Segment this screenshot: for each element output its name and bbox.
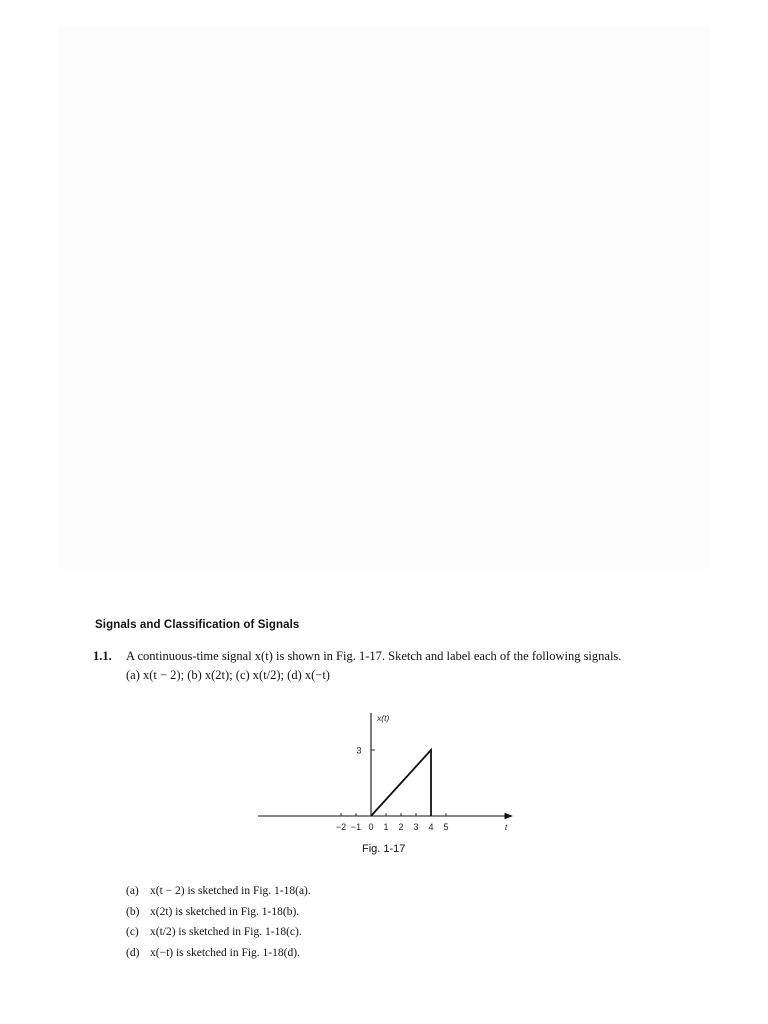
problem-statement-line <box>93 647 693 666</box>
solution-item <box>126 943 311 964</box>
x-tick-label: 5 <box>443 822 449 832</box>
x-tick-label: −1 <box>350 822 362 832</box>
solution-label: (b) <box>126 905 140 918</box>
x-tick-label: 4 <box>428 822 434 832</box>
blank-region <box>58 26 710 570</box>
solution-item <box>126 902 311 923</box>
figure-caption: Fig. 1-17 <box>362 843 406 855</box>
signal-line <box>371 750 431 816</box>
signal-plot <box>250 705 520 845</box>
solution-text: x(t − 2) is sketched in Fig. 1-18(a). <box>150 885 311 897</box>
x-tick-label: 0 <box>368 822 374 832</box>
section-heading: Signals and Classification of Signals <box>95 619 300 631</box>
y-tick-label: 3 <box>356 745 362 756</box>
x-tick-label: −2 <box>335 822 347 832</box>
solution-label: (a) <box>126 885 139 897</box>
problem-number: 1.1. <box>93 649 112 663</box>
solution-text: x(−t) is sketched in Fig. 1-18(d). <box>150 946 300 959</box>
problem-parts: (a) x(t − 2); (b) x(2t); (c) x(t/2); (d) x(−t) <box>126 668 330 682</box>
x-axis-label: t <box>504 822 508 832</box>
problem-1-1 <box>93 647 693 685</box>
problem-statement: A continuous-time signal x(t) is shown in Fig. 1-17. Sketch and label each of the following signals. <box>126 649 622 663</box>
solution-label: (c) <box>126 926 139 938</box>
solution-text: x(2t) is sketched in Fig. 1-18(b). <box>150 905 300 918</box>
figure-1-17 <box>250 705 520 865</box>
x-tick-label: 1 <box>383 822 389 832</box>
solutions-list <box>126 881 311 963</box>
y-axis-label: x(t) <box>377 713 390 723</box>
solution-label: (d) <box>126 946 140 959</box>
x-tick-label: 2 <box>398 822 404 832</box>
x-tick-label: 3 <box>413 822 419 832</box>
solution-item <box>126 922 311 943</box>
solution-item <box>126 881 311 902</box>
solution-text: x(t/2) is sketched in Fig. 1-18(c). <box>150 926 302 938</box>
